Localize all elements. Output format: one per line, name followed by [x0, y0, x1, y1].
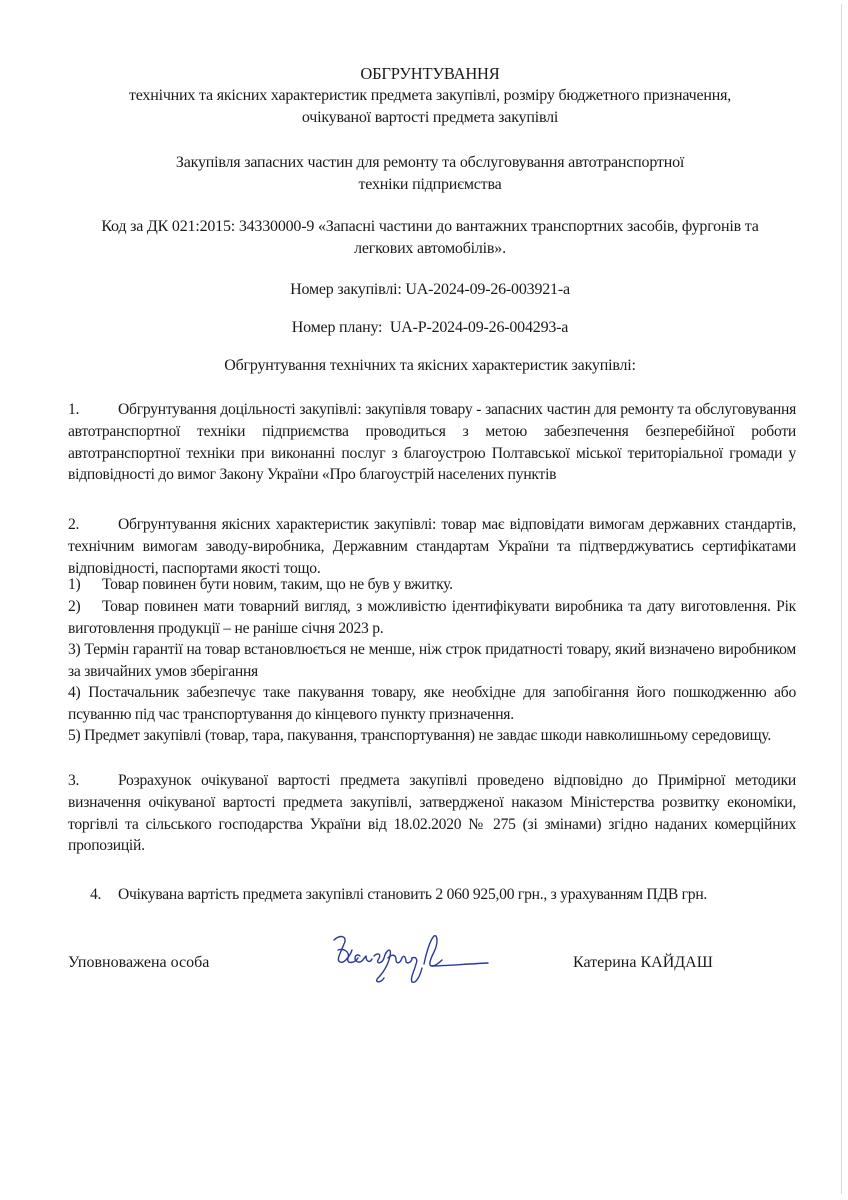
- plan-number-label: Номер плану:: [291, 319, 383, 336]
- document-title: ОБГРУНТУВАННЯ: [360, 64, 500, 83]
- section-2: [68, 514, 796, 579]
- signatory-name: Катерина КАЙДАШ: [573, 954, 713, 971]
- signatory-role: Уповноважена особа: [68, 954, 210, 971]
- section-number: 2.: [68, 516, 80, 533]
- requirement-item: [68, 596, 796, 640]
- procurement-number-label: Номер закупівлі:: [290, 281, 402, 298]
- plan-number-value: UA-P-2024-09-26-004293-a: [389, 319, 569, 336]
- item-number: 5): [68, 727, 81, 744]
- section-text: Очікувана вартість предмета закупівлі становить 2 060 925,00 грн., з урахуванням ПДВ грн.: [118, 886, 708, 903]
- cpv-line-2: легкових автомобілів».: [354, 240, 506, 257]
- section-number: 4.: [90, 886, 102, 903]
- section-text: Обгрунтування якісних характеристик закупівлі: товар має відповідати вимогам державних стандартів, технічним вимогам заводу-виробника, Державним стандартам України та підтверджуватись сертифікатами відповідності, паспортами якості тощо.: [68, 516, 796, 577]
- procurement-subject: [60, 152, 800, 196]
- justification-heading: Обгрунтування технічних та якісних характеристик закупівлі:: [224, 357, 636, 374]
- item-text: Товар повинен бути новим, таким, що не був у вжитку.: [102, 576, 453, 593]
- requirement-item: [68, 574, 796, 596]
- item-number: 3): [68, 641, 81, 658]
- scan-edge-line: [841, 4, 842, 1194]
- procurement-number: [60, 279, 800, 301]
- subtitle-line-1: технічних та якісних характеристик предмета закупівлі, розміру бюджетного призначення,: [128, 87, 732, 104]
- section-3: [68, 770, 796, 857]
- item-number: 1): [68, 576, 81, 593]
- section-number: 3.: [68, 772, 80, 789]
- section-1: [68, 399, 796, 486]
- document-subtitle: [60, 85, 800, 129]
- cpv-code: [60, 216, 800, 260]
- item-number: 2): [68, 598, 81, 615]
- section-text: Розрахунок очікуваної вартості предмета закупівлі проведено відповідно до Примірної методики визначення очікуваної вартості предмета закупівлі, затвердженої наказом Міністерства розвитку економіки, торгівлі та сільського господарства України від 18.02.2020 № 275 (зі змінами) згідно наданих комерційних пропозицій.: [68, 772, 796, 855]
- subtitle-line-2: очікуваної вартості предмета закупівлі: [301, 109, 559, 126]
- procurement-number-value: UA-2024-09-26-003921-a: [405, 281, 570, 298]
- plan-number: [60, 317, 800, 339]
- item-text: Термін гарантії на товар встановлюється не менше, ніж строк придатності товару, який визначено виробником за звичайних умов зберігання: [68, 641, 796, 680]
- section-text: Обгрунтування доцільності закупівлі: закупівля товару - запасних частин для ремонту та обслуговування автотранспортної техніки підприємства проводиться з метою забезпечення безперебійної роботи автотранспортної техніки при виконанні послуг з благоустрою Полтавської міської територіальної громади у відповідності до вимог Закону України «Про благоустрій населених пунктів: [68, 401, 796, 484]
- subject-line-1: Закупівля запасних частин для ремонту та обслуговування автотранспортної: [175, 154, 685, 171]
- section-4: [90, 884, 810, 906]
- item-text: Постачальник забезпечує таке пакування товару, яке необхідне для запобігання його пошкодженню або псуванню під час транспортування до кінцевого пункту призначення.: [68, 684, 796, 723]
- requirement-item: [68, 639, 796, 683]
- section-number: 1.: [68, 401, 80, 418]
- item-text: Предмет закупівлі (товар, тара, пакування, транспортування) не завдає шкоди навколишньому середовищу.: [84, 727, 771, 744]
- item-text: Товар повинен мати товарний вигляд, з можливістю ідентифікувати виробника та дату виготовлення. Рік виготовлення продукції – не раніше січня 2023 р.: [68, 598, 796, 637]
- subject-line-2: техніки підприємства: [358, 176, 502, 193]
- requirement-item: [68, 725, 796, 747]
- signature-block: [68, 948, 808, 998]
- cpv-line-1: Код за ДК 021:2015: 34330000-9 «Запасні частини до вантажних транспортних засобів, фургонів та: [101, 218, 759, 235]
- handwritten-signature-icon: [326, 926, 496, 996]
- requirement-item: [68, 682, 796, 726]
- item-number: 4): [68, 684, 81, 701]
